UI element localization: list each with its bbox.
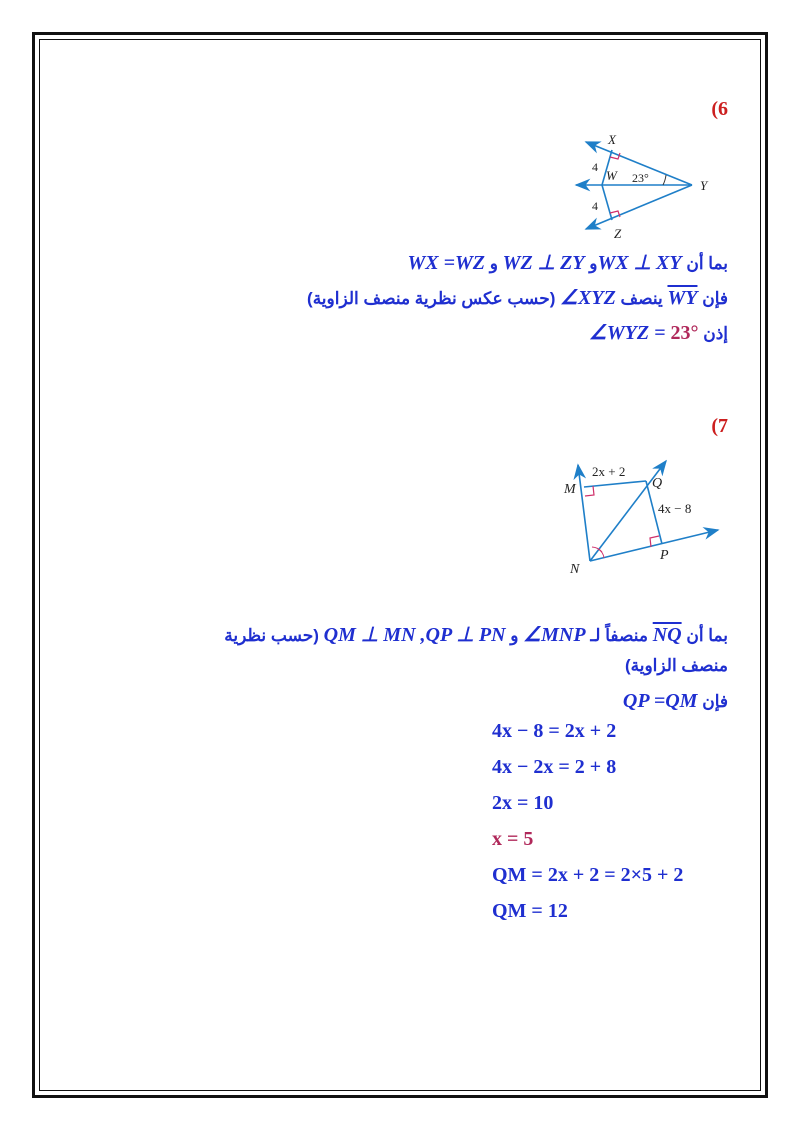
math-wx-perp-xy: WX ⊥ XY (597, 252, 682, 274)
step-6-answer-qm: QM = 12 (492, 900, 568, 922)
problem-7-figure (558, 455, 728, 580)
label-x: X (608, 132, 616, 147)
text-and: و (510, 626, 519, 645)
problem-6-line-3 (589, 320, 728, 345)
problem-6-number: (6 (711, 98, 728, 120)
right-side-expression: 4x − 8 (658, 501, 692, 516)
math-ray-nq: $\overline{NQ}$ (652, 624, 682, 646)
text-bisector-of: منصفاً لـ (590, 626, 648, 645)
side-top-length: 4 (592, 160, 598, 174)
label-y: Y (700, 178, 708, 193)
math-ray-wy: $\overline{WY}$ (667, 287, 698, 309)
text-therefore: إذن (703, 324, 728, 343)
label-p: P (660, 548, 669, 563)
step-2: 4x − 2x = 2 + 8 (492, 756, 617, 778)
text-reason-start: (حسب نظرية (224, 626, 319, 645)
label-w: W (606, 168, 617, 183)
math-wx-eq-wz: WX =WZ (407, 252, 485, 274)
text-and: و (489, 254, 498, 273)
text-then: فإن (702, 692, 728, 711)
problem-6-figure (570, 128, 730, 244)
label-z: Z (614, 226, 622, 241)
math-perpendiculars: QM ⊥ MN ,QP ⊥ PN (323, 624, 506, 646)
text-and: و (589, 254, 598, 273)
text-since: بما أن (686, 626, 728, 645)
text-then: فإن (702, 289, 728, 308)
label-n: N (570, 562, 580, 577)
top-side-expression: 2x + 2 (592, 464, 626, 479)
problem-7-line-2 (625, 656, 728, 676)
problem-7-line-1 (224, 622, 728, 647)
problem-6-line-2 (307, 285, 728, 310)
math-qp-eq-qm: QP =QM (622, 690, 698, 712)
text-bisects: ينصف (620, 289, 663, 308)
step-4-answer-x: x = 5 (492, 828, 534, 850)
label-q: Q (652, 476, 663, 491)
math-angle-wyz (589, 322, 699, 344)
text-reason: (حسب عكس نظرية منصف الزاوية) (307, 289, 556, 308)
math-angle-mnp: ∠MNP (523, 624, 586, 646)
step-5: QM = 2x + 2 = 2×5 + 2 (492, 864, 684, 886)
math-angle-wyz-left: ∠WYZ = (588, 322, 666, 344)
angle-value: 23° (632, 171, 649, 185)
problem-7-number: (7 (711, 415, 728, 437)
label-m: M (564, 482, 576, 497)
answer-23: 23° (670, 322, 699, 344)
math-angle-xyz: ∠XYZ (560, 287, 616, 309)
problem-7-line-3 (623, 690, 728, 713)
text-reason-end: منصف الزاوية) (624, 656, 728, 675)
step-1: 4x − 8 = 2x + 2 (492, 720, 617, 742)
text-since: بما أن (686, 254, 728, 273)
problem-6-line-1 (407, 250, 728, 275)
step-3: 2x = 10 (492, 792, 554, 814)
math-wz-perp-zy: WZ ⊥ ZY (502, 252, 585, 274)
side-bottom-length: 4 (592, 199, 598, 213)
